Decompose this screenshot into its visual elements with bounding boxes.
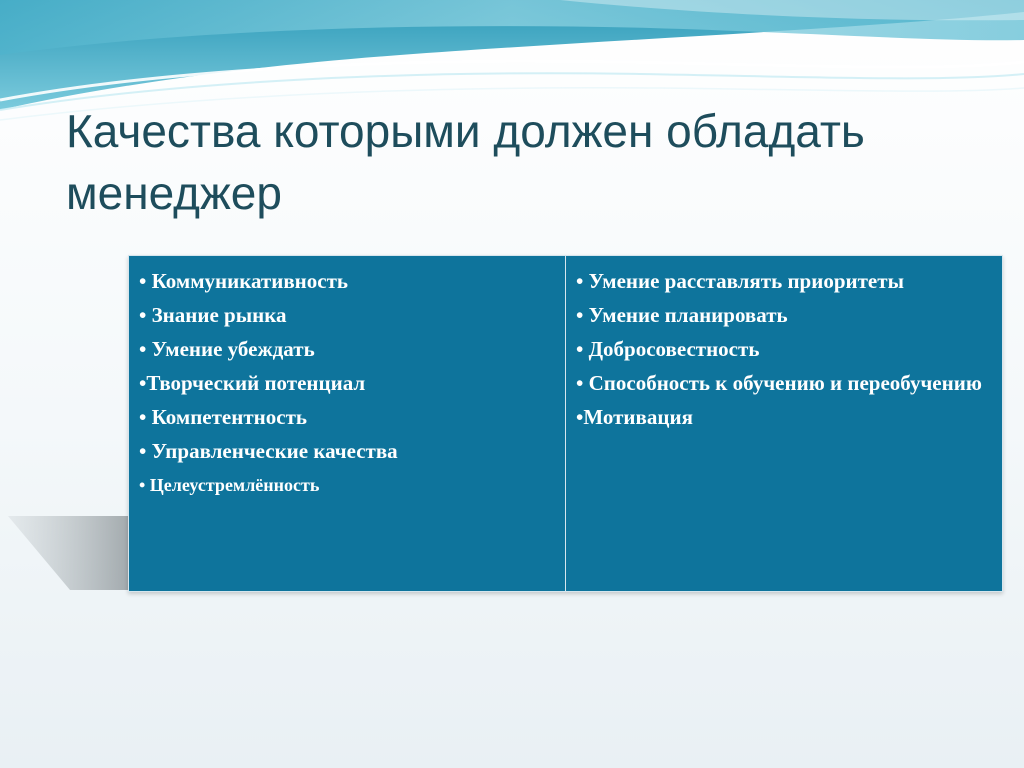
- list-item: • Добросовестность: [576, 337, 760, 361]
- list-item: •Мотивация: [576, 405, 693, 429]
- list-item: • Умение убеждать: [139, 337, 315, 361]
- list-item: • Коммуникативность: [139, 269, 349, 293]
- table-row: [129, 256, 1003, 592]
- list-item: • Целеустремлённость: [139, 475, 320, 495]
- list-item: • Знание рынка: [139, 303, 287, 327]
- list-item: • Умение планировать: [576, 303, 788, 327]
- list-item: • Управленческие качества: [139, 439, 398, 463]
- qualities-table: [128, 255, 1003, 592]
- left-column: [129, 256, 566, 592]
- list-item: • Умение расставлять приоритеты: [576, 269, 904, 293]
- list-item: • Способность к обучению и переобучению: [576, 371, 982, 395]
- right-column: [566, 256, 1003, 592]
- slide-title: Качества которыми должен обладать менеджер: [66, 105, 865, 219]
- list-item: •Творческий потенциал: [139, 371, 366, 395]
- list-item: • Компетентность: [139, 405, 307, 429]
